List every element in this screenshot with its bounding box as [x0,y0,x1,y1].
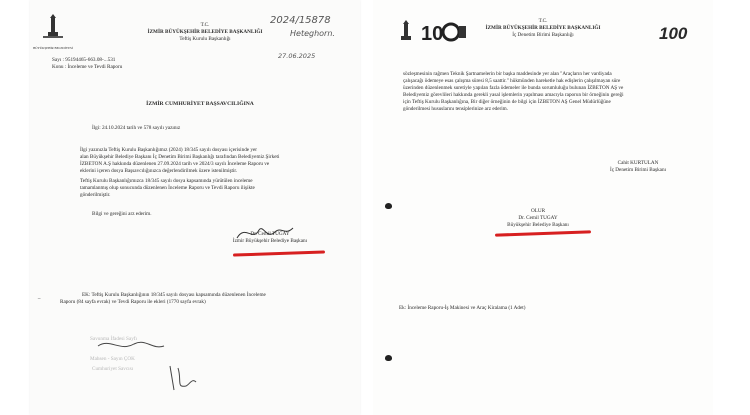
body-line-2: çalışacağı ödemeye esas çalışma süresi 8,5 saattir." hükmünden hareketle hak edişlerin çalışılmayan süre [403,78,621,84]
sayi-line: Sayı : 95194465-663.08-...531 [52,57,116,63]
body-line-5: için Teftiş Kurulu Başkanlığına, Bir diğer örneğinin de bilgi için İZBETON AŞ Genel Müdürlüğüne [403,99,611,105]
sender-name: Cahit KURTULAN [617,160,659,166]
logo-caption: BÜYÜKŞEHİR BELEDİYESİ [33,46,73,50]
body-line-6: gönderilmesi hususlarını tensiplerinize arz ederim. [403,106,509,112]
para2-line-3: gönderilmiştir. [80,192,111,198]
addressee: İZMİR CUMHURİYET BAŞSAVCILIĞINA [146,101,254,107]
red-underline [233,250,325,256]
ek-line: Ek: İnceleme Raporu-İş Makinesi ve Araç Kiralama (1 Adet) [399,305,526,311]
konu-line: Konu : İnceleme ve Tevdi Raporu [52,64,123,70]
margin-dash: ‾ [38,298,41,306]
header-dept: İç Denetim Birimi Başkanlığı [512,32,574,38]
handwritten-number: 2024/15878 [270,15,331,26]
body-line-3: üzerinden düzenlenmek suretiyle yapılan fazla ödemeler ile bunda sorumluluğu bulunan İZBETON AŞ ve [403,85,624,91]
handwritten-note: Heteghorn. [290,29,335,38]
stamp-line-2: Mahsen - Sayın ÇOK [90,356,135,362]
sender-title: İç Denetim Birimi Başkanı [609,167,667,173]
ilgi-line: İlgi: 24.10.2024 tarih ve 578 sayılı yazınız [92,125,181,131]
stamp-line-1: Savunma İfadesi Sayfı [90,336,137,342]
document-page-right [373,0,713,415]
punch-hole-mark [385,203,392,209]
para1-line-1: İlgi yazınızla Teftiş Kurulu Başkanlığımız (2024) 18/345 sayılı dosyası içerisinde yer [80,147,258,153]
ek-line-2: Raporu (84 sayfa evrak) ve Tevdi Raporu ile ekleri (1770 sayfa evrak) [60,299,206,305]
body-line-1: sözleşmesinin rağmen Teknik Şartnamelerin bir başka maddesinde yer alan "Araçların her vardiyada [403,71,612,77]
para1-line-4: eklerini içeren dosya Başsavcılığınızca değerlendirilmek üzere istenilmiştir. [80,168,238,174]
para2-line-1: Teftiş Kurulu Başkanlığımızca 18/345 sayılı dosya kapsamında yürütülen inceleme [80,178,253,184]
ek-line-1: EK: Teftiş Kurulu Başkanlığının 18/345 sayılı dosyası kapsamında düzenlenen İnceleme [82,292,266,298]
stamp-signature-icon [90,338,200,398]
document-page-left [30,0,360,415]
para2-line-2: tamamlanmış olup sonucunda düzenlenen İnceleme Raporu ve Tevdi Raporu ilişikte [80,185,255,191]
anniversary-emblem-icon [421,18,467,46]
header-tc: T.C. [538,18,548,24]
approver-name: Dr. Cemil TUGAY [518,215,558,221]
body-line-4: Belediyemiz görevlileri hakkında gerekli yasal işlemlerin yapılması amacıyla raporun bir örneğinin gereği [403,92,624,98]
para1-line-2: alan Büyükşehir Belediye Başkanı İç Denetim Birimi Başkanlığı tarafından Belediyemiz Şirketi [80,154,280,160]
para1-line-3: İZBETON A.Ş hakkında düzenlenen 27.09.2024 tarih ve 2024/3 sayılı İnceleme Raporu ve [80,161,270,167]
header-org: İZMİR BÜYÜKŞEHİR BELEDİYE BAŞKANLIĞI [147,29,263,35]
red-underline [495,230,591,236]
header-tc: T.C. [200,22,210,28]
signer-title: İzmir Büyükşehir Belediye Başkanı [232,238,308,244]
punch-hole-mark [385,355,392,361]
signer-name: Dr. Cemil TUGAY [250,231,290,237]
header-dept: Teftiş Kurulu Başkanlığı [179,36,231,42]
handwritten-date: 27.06.2025 [278,52,316,60]
approver-title: Büyükşehir Belediye Başkanı [507,222,569,228]
tower-logo-icon [40,14,66,44]
tower-logo-icon [395,20,417,46]
header-org: İZMİR BÜYÜKŞEHİR BELEDİYE BAŞKANLIĞI [485,25,601,31]
closing-line: Bilgi ve gereğini arz ederim. [92,211,152,217]
stamp-line-3: Cumhuriyet Savcısı [92,366,134,372]
centennial-badge: 100 [659,24,688,43]
olur-label: OLUR [530,208,546,214]
svg-text:10: 10 [421,23,444,45]
